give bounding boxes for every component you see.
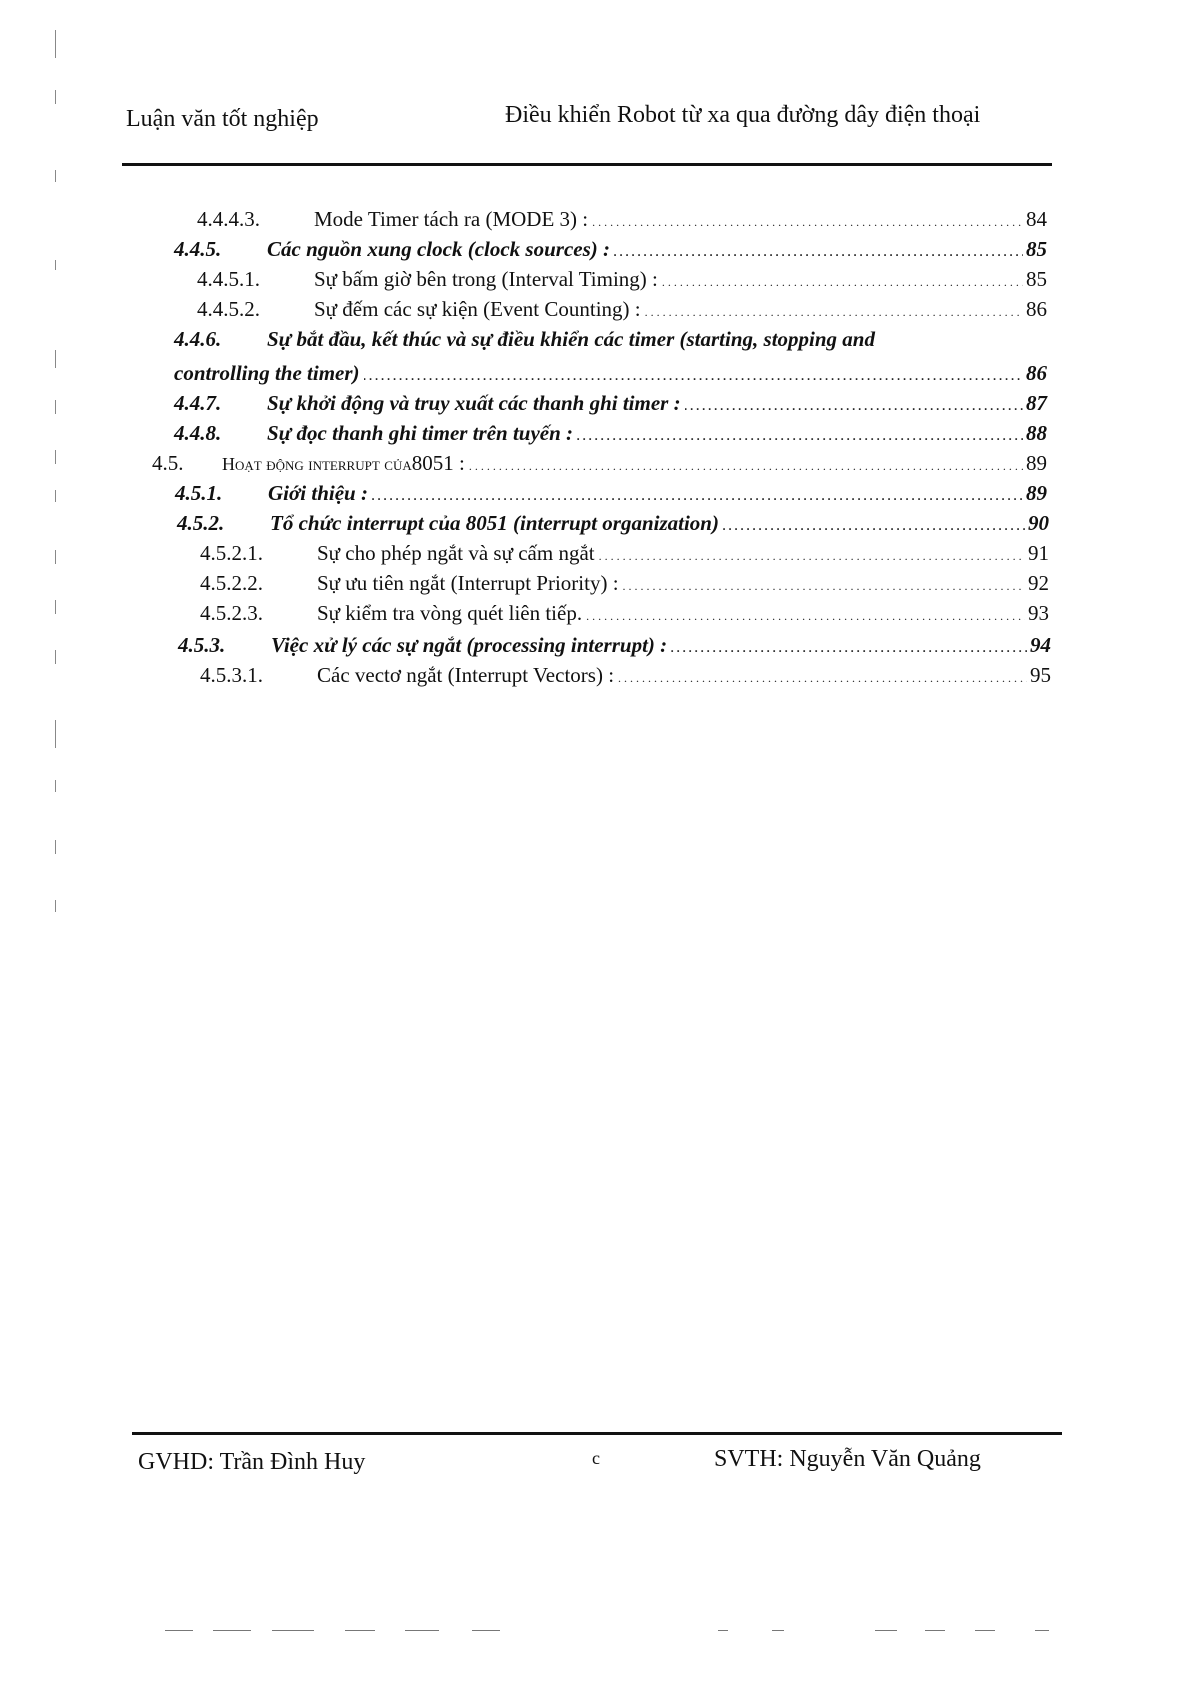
toc-entry-title: Sự đếm các sự kiện (Event Counting) : xyxy=(314,297,641,321)
toc-entry-page: 87 xyxy=(1026,391,1047,415)
toc-entry-page: 94 xyxy=(1030,633,1051,657)
toc-entry-page: 85 xyxy=(1026,267,1047,291)
toc-entry-title-tail: 8051 : xyxy=(411,451,465,475)
toc-entry[interactable] xyxy=(152,451,1047,481)
dot-leader xyxy=(469,451,1023,476)
toc-entry-title: Giới thiệu : xyxy=(268,481,368,505)
toc-entry-number: 4.4.5. xyxy=(174,237,222,261)
toc-entry-number: 4.5.3.1. xyxy=(200,663,263,687)
toc-entry-page: 90 xyxy=(1028,511,1049,535)
toc-entry-page: 93 xyxy=(1028,601,1049,625)
header-divider xyxy=(122,163,1052,166)
toc-entry[interactable] xyxy=(197,267,1047,297)
dot-leader xyxy=(372,481,1023,506)
toc-entry-number: 4.4.5.1. xyxy=(197,267,260,291)
toc-entry[interactable] xyxy=(200,601,1049,631)
toc-entry[interactable] xyxy=(200,571,1049,601)
toc-entry-number: 4.5.3. xyxy=(178,633,226,657)
toc-entry-page: 92 xyxy=(1028,571,1049,595)
toc-entry-number: 4.4.7. xyxy=(174,391,222,415)
toc-entry[interactable] xyxy=(175,481,1047,511)
footer-student: SVTH: Nguyễn Văn Quảng xyxy=(714,1446,981,1472)
toc-entry-page: 89 xyxy=(1026,451,1047,475)
toc-entry-number: 4.4.8. xyxy=(174,421,222,445)
toc-entry-page: 86 xyxy=(1026,361,1047,385)
toc-entry[interactable] xyxy=(174,391,1047,421)
toc-entry[interactable] xyxy=(200,541,1049,571)
footer-page-number: c xyxy=(592,1448,600,1468)
toc-entry[interactable] xyxy=(174,237,1047,267)
dot-leader xyxy=(671,633,1027,658)
dot-leader xyxy=(592,207,1023,232)
scan-artifact-dash xyxy=(472,1630,500,1631)
toc-entry[interactable] xyxy=(197,207,1047,237)
dot-leader xyxy=(662,267,1023,292)
scan-artifact-dash xyxy=(1035,1630,1049,1631)
scan-artifact-dash xyxy=(165,1630,193,1631)
toc-entry-title: Việc xử lý các sự ngắt (processing interrupt) : xyxy=(271,633,668,657)
scan-artifact-dash xyxy=(718,1630,728,1631)
scan-artifact-dash xyxy=(925,1630,945,1631)
header-thesis-title: Điều khiển Robot từ xa qua đường dây điện thoại xyxy=(505,102,981,128)
scan-artifact-dash xyxy=(213,1630,251,1631)
toc-entry-number: 4.4.6. xyxy=(174,327,222,351)
toc-entry-page: 95 xyxy=(1030,663,1051,687)
toc-entry-title: Các vectơ ngắt (Interrupt Vectors) : xyxy=(317,663,615,687)
toc-entry-title: Sự đọc thanh ghi timer trên tuyến : xyxy=(267,421,574,445)
toc-entry[interactable] xyxy=(200,663,1051,693)
toc-entry-page: 88 xyxy=(1026,421,1047,445)
toc-entry[interactable] xyxy=(178,633,1051,663)
toc-entry-title: Sự khởi động và truy xuất các thanh ghi timer : xyxy=(267,391,681,415)
dot-leader xyxy=(614,237,1023,262)
toc-entry-title: Mode Timer tách ra (MODE 3) : xyxy=(314,207,589,231)
dot-leader xyxy=(577,421,1023,446)
header-thesis-label: Luận văn tốt nghiệp xyxy=(126,106,319,132)
scan-artifact-dash xyxy=(975,1630,995,1631)
toc-entry[interactable] xyxy=(174,327,1047,357)
scan-artifact-marks xyxy=(55,20,57,960)
toc-entry-title: Sự cho phép ngắt và sự cấm ngắt xyxy=(317,541,595,565)
dot-leader xyxy=(586,601,1025,626)
toc-entry-number: 4.4.5.2. xyxy=(197,297,260,321)
scan-artifact-dash xyxy=(345,1630,375,1631)
toc-entry[interactable] xyxy=(197,297,1047,327)
scan-artifact-dash xyxy=(875,1630,897,1631)
toc-entry-number: 4.5.1. xyxy=(175,481,223,505)
toc-entry-page: 89 xyxy=(1026,481,1047,505)
toc-entry-title: Sự bắt đầu, kết thúc và sự điều khiển các timer (starting, stopping and xyxy=(267,327,875,351)
toc-entry-title: Sự kiểm tra vòng quét liên tiếp. xyxy=(317,601,583,625)
toc-entry-title: Sự ưu tiên ngắt (Interrupt Priority) : xyxy=(317,571,619,595)
footer-advisor: GVHD: Trần Đình Huy xyxy=(138,1449,366,1475)
toc-entry-title-continued: controlling the timer) xyxy=(174,361,360,385)
toc-entry-title: Hoạt động interrupt của xyxy=(222,454,412,474)
scan-artifact-dash xyxy=(272,1630,314,1631)
dot-leader xyxy=(599,541,1025,566)
toc-entry-page: 84 xyxy=(1026,207,1047,231)
toc-entry-number: 4.5.2.1. xyxy=(200,541,263,565)
toc-entry-continuation[interactable] xyxy=(174,361,1047,391)
toc-entry-title: Sự bấm giờ bên trong (Interval Timing) : xyxy=(314,267,658,291)
toc-entry-title: Tổ chức interrupt của 8051 (interrupt organization) xyxy=(270,511,719,535)
toc-entry-number: 4.5. xyxy=(152,451,184,475)
toc-entry-number: 4.5.2.3. xyxy=(200,601,263,625)
toc-entry-number: 4.4.4.3. xyxy=(197,207,260,231)
footer-divider xyxy=(132,1432,1062,1435)
toc-entry-number: 4.5.2.2. xyxy=(200,571,263,595)
dot-leader xyxy=(645,297,1023,322)
dot-leader xyxy=(623,571,1025,596)
scan-artifact-dash xyxy=(772,1630,784,1631)
toc-entry[interactable] xyxy=(174,421,1047,451)
scan-artifact-dash xyxy=(405,1630,439,1631)
toc-entry[interactable] xyxy=(177,511,1049,541)
toc-entry-number: 4.5.2. xyxy=(177,511,225,535)
toc-entry-page: 86 xyxy=(1026,297,1047,321)
toc-entry-page: 85 xyxy=(1026,237,1047,261)
dot-leader xyxy=(685,391,1023,416)
toc-entry-title: Các nguồn xung clock (clock sources) : xyxy=(267,237,610,261)
dot-leader xyxy=(618,663,1027,688)
dot-leader xyxy=(364,361,1023,386)
dot-leader xyxy=(723,511,1025,536)
toc-entry-page: 91 xyxy=(1028,541,1049,565)
